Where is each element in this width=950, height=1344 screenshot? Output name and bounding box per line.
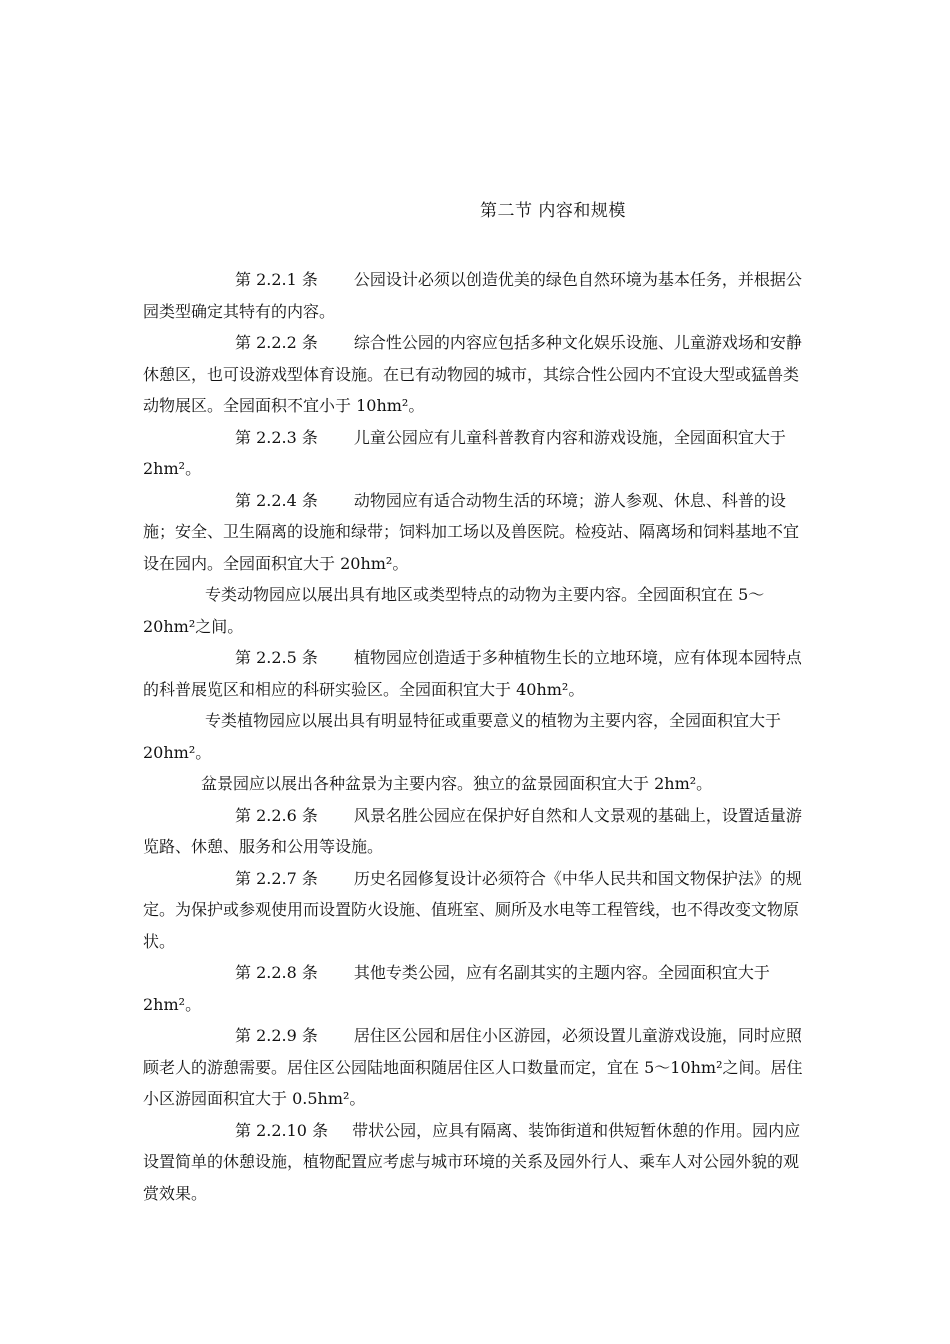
clause-number: 第 2.2.5 条 bbox=[235, 648, 318, 667]
sub-paragraph-text: 专类植物园应以展出具有明显特征或重要意义的植物为主要内容，全园面积宜大于 20hm²。 bbox=[143, 711, 782, 762]
clause-text: 动物园应有适合动物生活的环境；游人参观、休息、科普的设施；安全、卫生隔离的设施和绿带；饲料加工场以及兽医院。检疫站、隔离场和饲料基地不宜设在园内。全园面积宜大于 20hm²。 bbox=[143, 490, 800, 573]
section-title: 第二节 内容和规模 bbox=[480, 201, 626, 221]
clause-text: 公园设计必须以创造优美的绿色自然环境为基本任务，并根据公园类型确定其特有的内容。 bbox=[143, 270, 802, 321]
clause-text: 风景名胜公园应在保护好自然和人文景观的基础上，设置适量游览路、休憩、服务和公用等设施。 bbox=[143, 805, 802, 856]
clause-text: 综合性公园的内容应包括多种文化娱乐设施、儿童游戏场和安静休憩区，也可设游戏型体育设施。在已有动物园的城市，其综合性公园内不宜设大型或猛兽类动物展区。全园面积不宜小于 10hm²。 bbox=[143, 333, 802, 415]
clause-paragraph bbox=[143, 422, 809, 485]
clause-paragraph bbox=[143, 642, 809, 705]
clause-paragraph bbox=[143, 800, 809, 863]
clause-text: 其他专类公园，应有名副其实的主题内容。全园面积宜大于 2hm²。 bbox=[143, 963, 770, 1014]
clause-number: 第 2.2.7 条 bbox=[235, 868, 318, 888]
clause-paragraph bbox=[143, 1020, 809, 1115]
sub-paragraph-text: 盆景园应以展出各种盆景为主要内容。独立的盆景园面积宜大于 2hm²。 bbox=[201, 774, 713, 793]
clause-paragraph bbox=[143, 957, 809, 1020]
clause-paragraph bbox=[143, 327, 809, 422]
sub-paragraph-text: 专类动物园应以展出具有地区或类型特点的动物为主要内容。全园面积宜在 5～20hm²之间。 bbox=[143, 585, 765, 636]
clause-number: 第 2.2.1 条 bbox=[235, 270, 318, 289]
clause-number: 第 2.2.6 条 bbox=[235, 805, 318, 825]
clause-text: 植物园应创造适于多种植物生长的立地环境，应有体现本园特点的科普展览区和相应的科研实验区。全园面积宜大于 40hm²。 bbox=[143, 648, 802, 699]
clause-text: 历史名园修复设计必须符合《中华人民共和国文物保护法》的规定。为保护或参观使用而设置防火设施、值班室、厕所及水电等工程管线，也不得改变文物原状。 bbox=[143, 868, 802, 951]
clause-paragraph bbox=[143, 485, 809, 580]
clause-paragraph bbox=[143, 264, 809, 327]
clause-text: 居住区公园和居住小区游园，必须设置儿童游戏设施，同时应照顾老人的游憩需要。居住区公园陆地面积随居住区人口数量而定，宜在 5～10hm²之间。居住小区游园面积宜大于 0.5hm²。 bbox=[143, 1026, 803, 1108]
clause-paragraph bbox=[143, 1115, 809, 1210]
sub-paragraph bbox=[143, 579, 809, 642]
clause-number: 第 2.2.9 条 bbox=[235, 1026, 318, 1045]
clause-paragraph bbox=[143, 863, 809, 958]
clause-number: 第 2.2.2 条 bbox=[235, 333, 318, 352]
clause-text: 带状公园，应具有隔离、装饰街道和供短暂休憩的作用。园内应设置简单的休憩设施，植物配置应考虑与城市环境的关系及园外行人、乘车人对公园外貌的观赏效果。 bbox=[143, 1120, 801, 1203]
clause-text: 儿童公园应有儿童科普教育内容和游戏设施，全园面积宜大于 2hm²。 bbox=[143, 427, 786, 478]
sub-paragraph bbox=[143, 705, 809, 768]
clause-number: 第 2.2.10 条 bbox=[235, 1120, 329, 1140]
clause-number: 第 2.2.8 条 bbox=[235, 963, 318, 982]
sub-paragraph bbox=[143, 768, 809, 800]
clause-number: 第 2.2.4 条 bbox=[235, 490, 318, 510]
clause-number: 第 2.2.3 条 bbox=[235, 427, 318, 447]
document-body bbox=[143, 264, 809, 1209]
